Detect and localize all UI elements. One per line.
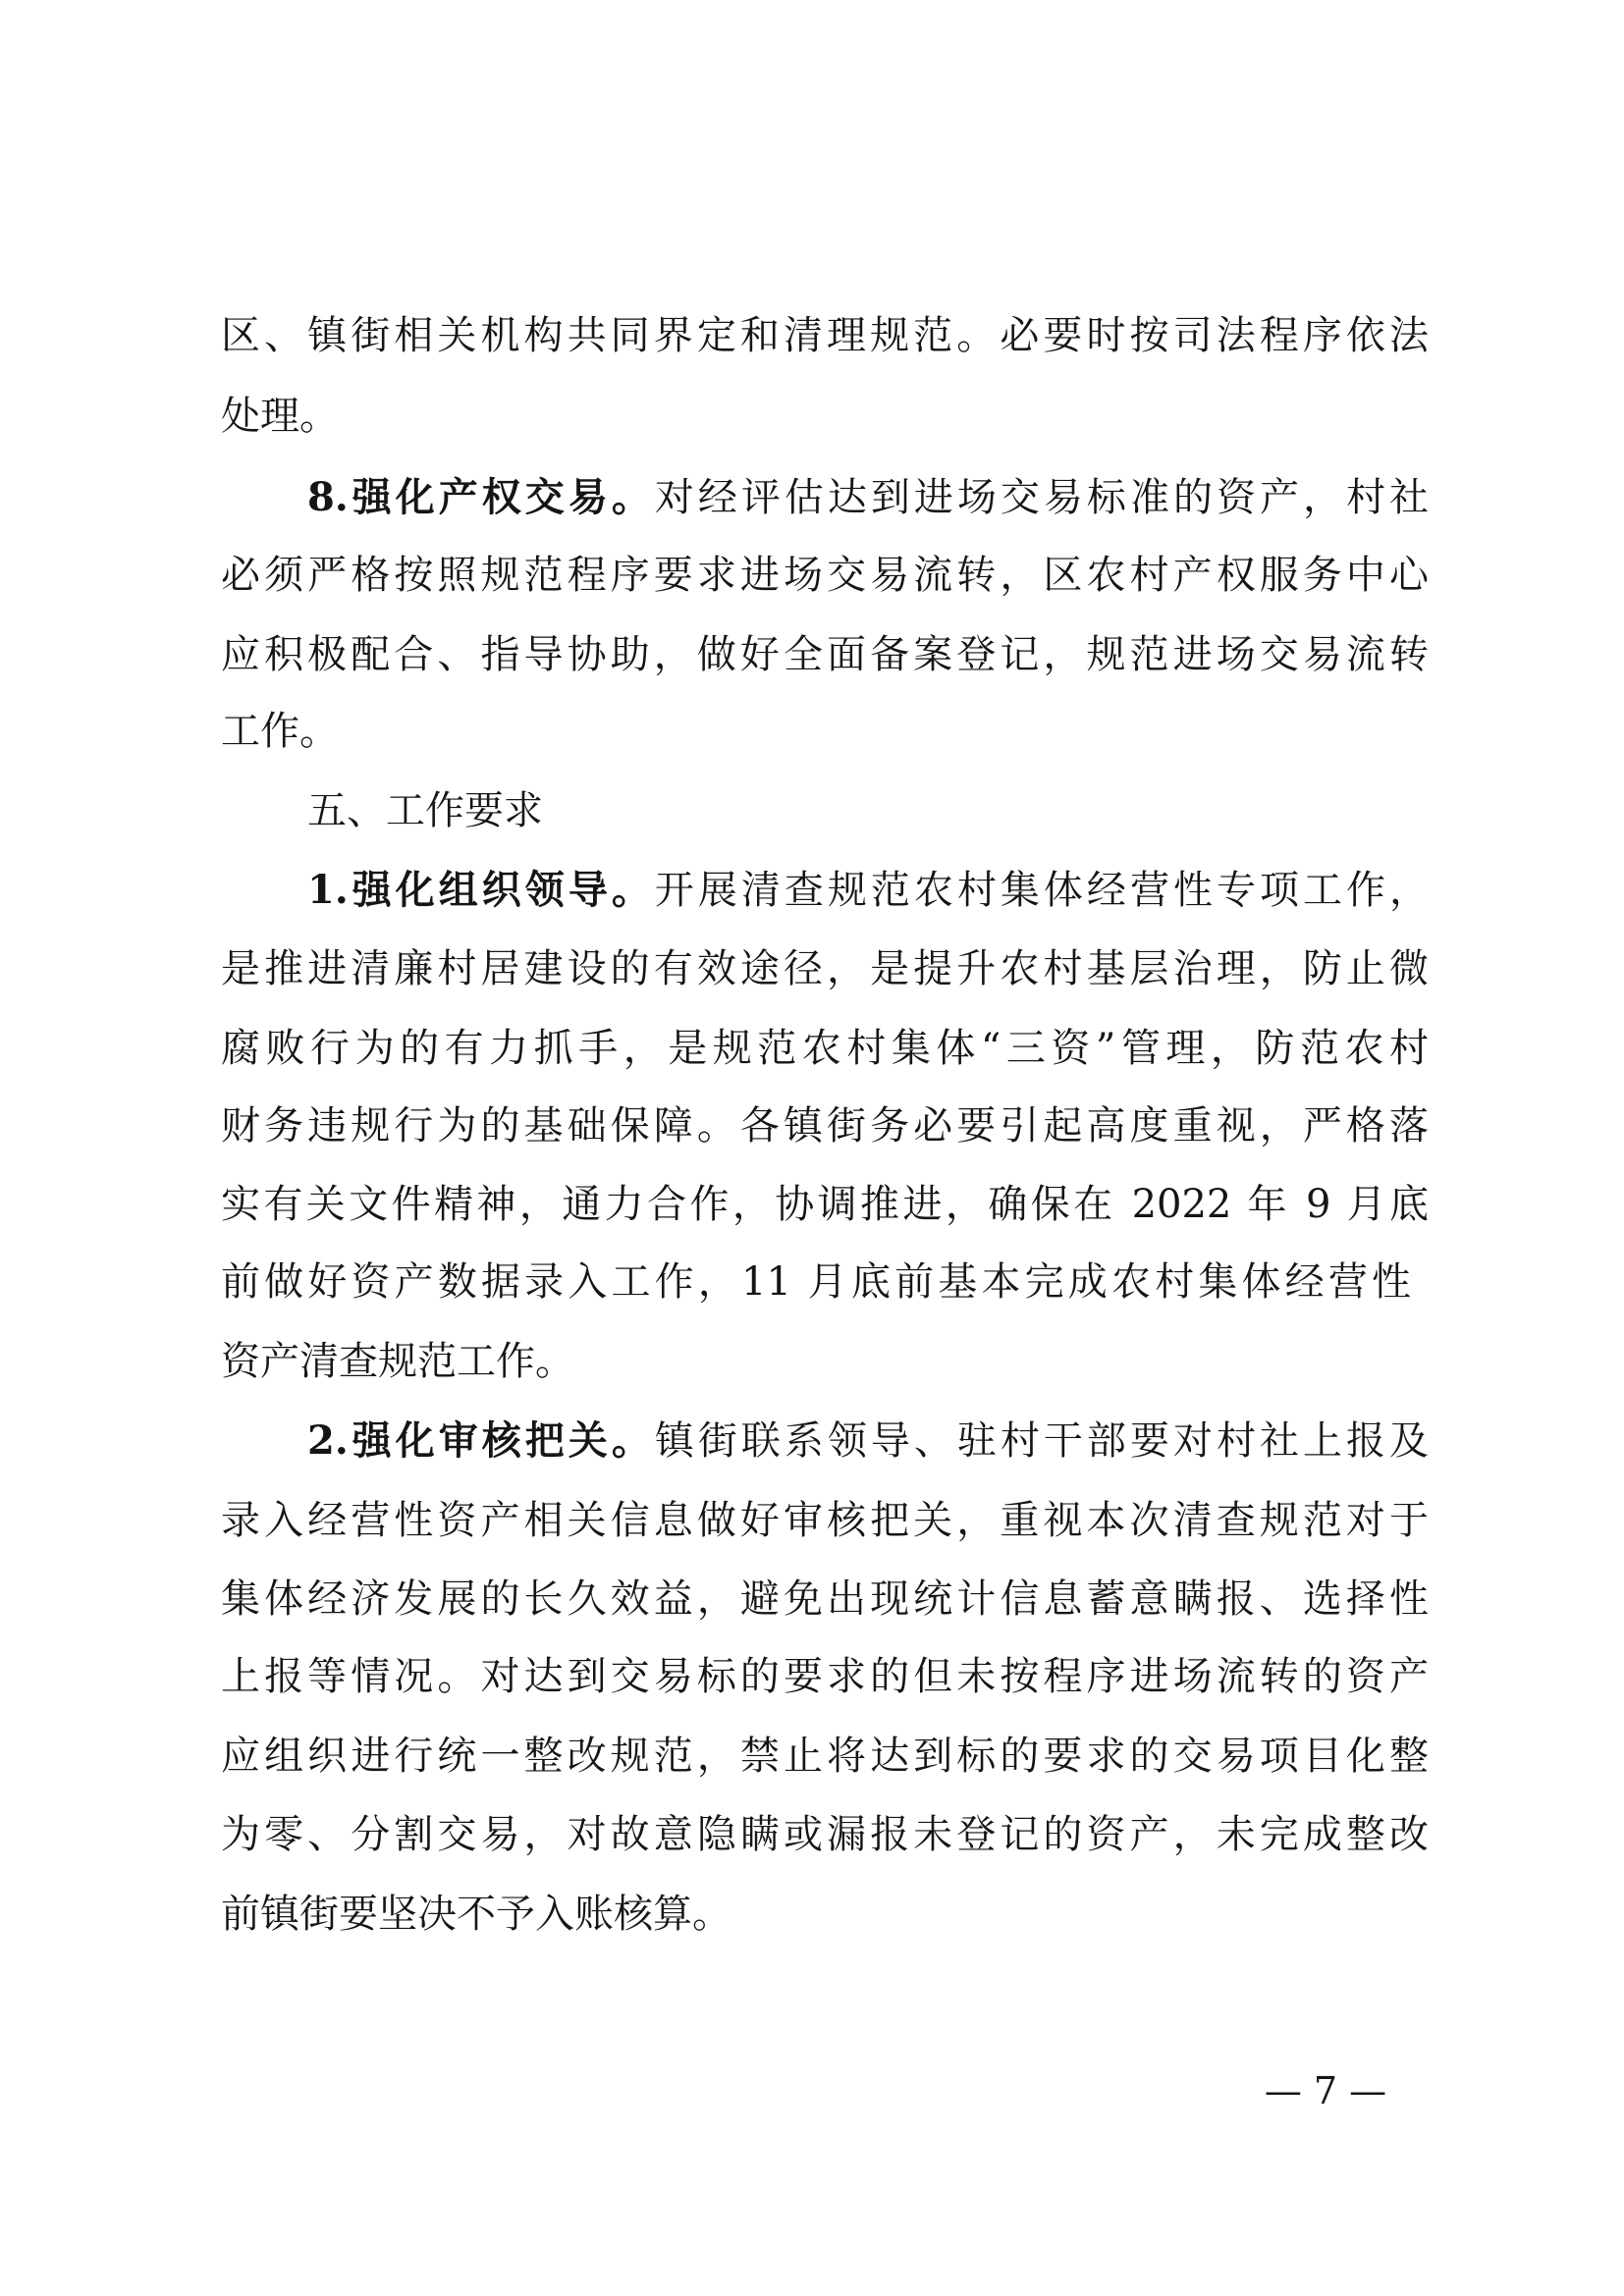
body-line: 财务违规行为的基础保障。各镇街务必要引起高度重视，严格落	[221, 1103, 1429, 1148]
body-line: 应积极配合、指导协助，做好全面备案登记，规范进场交易流转	[221, 632, 1429, 677]
body-line: 资产清查规范工作。	[221, 1339, 574, 1384]
body-line: 前镇街要坚决不予入账核算。	[221, 1892, 731, 1937]
item-heading: 2.强化审核把关。	[307, 1417, 655, 1464]
item-paragraph-start	[307, 1412, 1429, 1470]
body-line: 处理。	[221, 394, 339, 439]
page-number: — 7 —	[1264, 2069, 1387, 2112]
body-line: 上报等情况。对达到交易标的要求的但未按程序进场流转的资产	[221, 1654, 1429, 1699]
body-text: 对经评估达到进场交易标准的资产，村社	[654, 475, 1430, 520]
body-text: 镇街联系领导、驻村干部要对村社上报及	[654, 1418, 1430, 1464]
section-heading: 五、工作要求	[307, 788, 543, 833]
body-line: 集体经济发展的长久效益，避免出现统计信息蓄意瞒报、选择性	[221, 1576, 1429, 1622]
body-line: 是推进清廉村居建设的有效途径，是提升农村基层治理，防止微	[221, 946, 1429, 991]
body-line: 为零、分割交易，对故意隐瞒或漏报未登记的资产，未完成整改	[221, 1812, 1429, 1857]
item-paragraph-start	[307, 468, 1429, 527]
body-line: 录入经营性资产相关信息做好审核把关，重视本次清查规范对于	[221, 1498, 1429, 1543]
item-heading: 8.强化产权交易。	[307, 474, 655, 520]
item-heading: 1.强化组织领导。	[307, 867, 655, 913]
body-line: 工作。	[221, 709, 339, 754]
body-line: 前做好资产数据录入工作，11 月底前基本完成农村集体经营性	[221, 1259, 1411, 1305]
item-paragraph-start	[307, 861, 1429, 920]
body-line: 实有关文件精神，通力合作，协调推进，确保在 2022 年 9 月底	[221, 1182, 1429, 1227]
body-line: 区、镇街相关机构共同界定和清理规范。必要时按司法程序依法	[221, 313, 1429, 358]
body-line: 必须严格按照规范程序要求进场交易流转，区农村产权服务中心	[221, 553, 1429, 598]
body-line: 应组织进行统一整改规范，禁止将达到标的要求的交易项目化整	[221, 1734, 1429, 1779]
body-line: 腐败行为的有力抓手，是规范农村集体“三资”管理，防范农村	[221, 1026, 1429, 1071]
body-text: 开展清查规范农村集体经营性专项工作，	[654, 868, 1430, 913]
